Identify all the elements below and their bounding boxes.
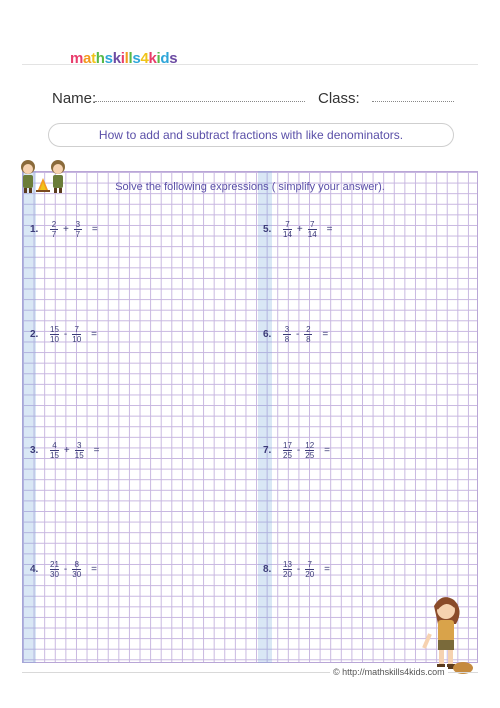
problem-5 (263, 220, 333, 239)
fraction: $\frac{13}{20}$ (283, 560, 292, 579)
problem-1 (30, 220, 98, 239)
problem-7 (263, 441, 330, 460)
equals-sign: = (91, 224, 98, 235)
problem-number: 6. (263, 329, 272, 340)
operator: - (296, 329, 300, 340)
equals-sign: = (326, 224, 333, 235)
problem-number: 1. (30, 224, 39, 235)
name-label: Name: (52, 90, 97, 107)
equals-sign: = (91, 564, 97, 575)
problem-number: 7. (263, 445, 272, 456)
logo-letter: d (160, 50, 170, 67)
problem-number: 3. (30, 445, 39, 456)
fraction: $\frac{7}{14}$ (283, 220, 292, 239)
fraction: $\frac{7}{20}$ (305, 560, 315, 579)
left-margin-column (22, 171, 36, 663)
logo-letter: s (169, 50, 178, 67)
fraction: $\frac{17}{25}$ (283, 441, 292, 460)
fraction: $\frac{7}{14}$ (307, 220, 317, 239)
problem-number: 4. (30, 564, 39, 575)
right-margin-column (258, 171, 272, 663)
equals-sign: = (324, 564, 330, 575)
problem-8 (263, 560, 330, 579)
problem-4 (30, 560, 97, 579)
name-field[interactable] (95, 101, 305, 102)
equals-sign: = (93, 445, 100, 456)
logo-letter: k (112, 50, 121, 67)
scouts-campfire-illustration (18, 156, 98, 194)
class-label: Class: (318, 90, 360, 107)
graph-paper-grid (22, 171, 478, 663)
problem-number: 8. (263, 564, 272, 575)
fraction: $\frac{15}{10}$ (50, 325, 59, 344)
operator: - (296, 445, 301, 456)
fraction: $\frac{3}{7}$ (75, 220, 81, 239)
logo-letter: k (148, 50, 157, 67)
worksheet-title: How to add and subtract fractions with like denominators. (48, 123, 454, 147)
fraction: $\frac{3}{8}$ (284, 325, 290, 344)
problem-number: 2. (30, 329, 39, 340)
operator: + (63, 224, 69, 235)
logo-letter: h (95, 50, 105, 67)
logo-letter: s (132, 50, 141, 67)
logo-letter: s (104, 50, 113, 67)
logo-letter: i (120, 50, 125, 67)
fraction: $\frac{4}{15}$ (50, 441, 59, 460)
operator: - (63, 329, 68, 340)
operator: - (63, 564, 68, 575)
logo-letter: 4 (140, 50, 149, 67)
problem-6 (263, 325, 328, 344)
fraction: $\frac{8}{30}$ (72, 560, 82, 579)
logo-letter: a (83, 50, 92, 67)
site-logo (70, 50, 177, 67)
logo-letter: l (128, 50, 133, 67)
fraction: $\frac{2}{8}$ (306, 325, 311, 344)
fraction: $\frac{3}{15}$ (74, 441, 84, 460)
equals-sign: = (91, 329, 97, 340)
fraction: $\frac{2}{7}$ (51, 220, 57, 239)
explorer-girl-illustration (420, 590, 476, 676)
problem-3 (30, 441, 100, 460)
equals-sign: = (322, 329, 329, 340)
problem-2 (30, 325, 97, 344)
operator: + (63, 445, 70, 456)
fraction: $\frac{12}{25}$ (305, 441, 315, 460)
operator: - (296, 564, 301, 575)
equals-sign: = (324, 445, 330, 456)
problem-number: 5. (263, 224, 272, 235)
logo-letter: m (70, 50, 84, 67)
fraction: $\frac{21}{30}$ (50, 560, 59, 579)
operator: + (296, 224, 303, 235)
class-field[interactable] (372, 101, 454, 102)
logo-letter: i (156, 50, 161, 67)
logo-letter: l (124, 50, 129, 67)
footer-url: © http://mathskills4kids.com (330, 667, 448, 677)
logo-letter: t (91, 50, 96, 67)
fraction: $\frac{7}{10}$ (72, 325, 82, 344)
instruction-text: Solve the following expressions ( simplify your answer). (115, 181, 385, 193)
